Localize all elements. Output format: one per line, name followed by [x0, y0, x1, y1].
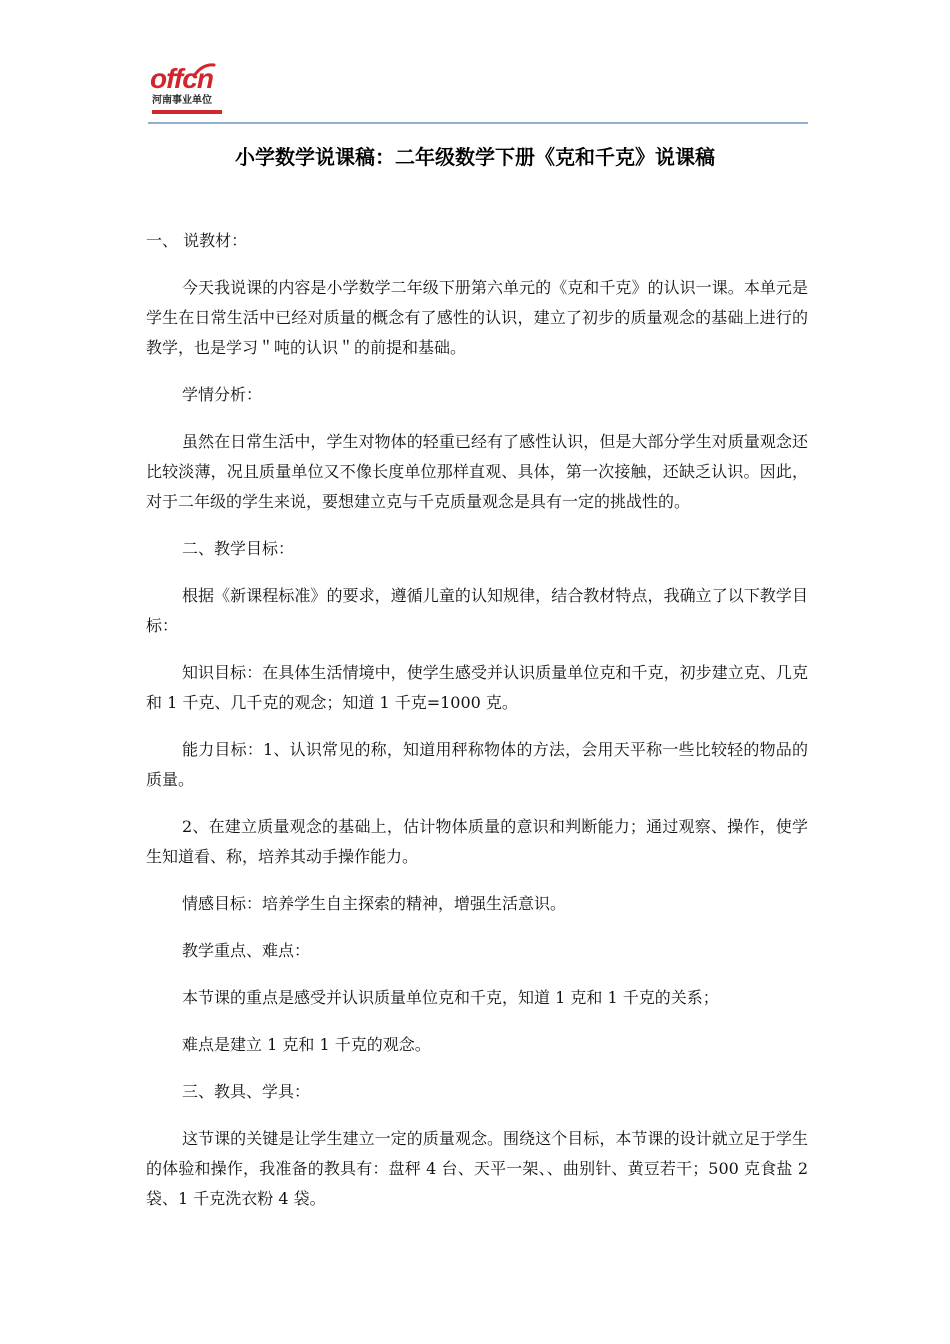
section-heading-teaching-aids: 三、教具、学具： — [182, 1082, 311, 1101]
paragraph-key-point: 本节课的重点是感受并认识质量单位克和千克，知道 1 克和 1 千克的关系； — [182, 988, 719, 1007]
paragraph-difficult-point: 难点是建立 1 克和 1 千克的观念。 — [182, 1035, 431, 1054]
page-header — [148, 62, 808, 126]
paragraph-textbook-intro: 今天我说课的内容是小学数学二年级下册第六单元的《克和千克》的认识一课。本单元是学生在日常生活中已经对质量的概念有了感性的认识，建立了初步的质量观念的基础上进行的教学，也是学习＂吨的认识＂的前提和基础。 — [146, 278, 808, 357]
logo-subtitle: 河南事业单位 — [152, 95, 212, 106]
section-heading-textbook: 一、 说教材： — [146, 231, 248, 250]
logo-brand-text: offcn — [150, 63, 213, 94]
paragraph-ability-goal-1: 能力目标：1、认识常见的称，知道用秤称物体的方法，会用天平称一些比较轻的物品的质量。 — [146, 740, 808, 789]
logo-swoosh-icon — [192, 62, 216, 78]
logo-strip — [152, 110, 222, 114]
paragraph-knowledge-goal: 知识目标：在具体生活情境中，使学生感受并认识质量单位克和千克，初步建立克、几克和 1 千克、几千克的观念；知道 1 千克=1000 克。 — [146, 663, 808, 712]
document-body — [146, 226, 808, 1231]
document-title: 小学数学说课稿：二年级数学下册《克和千克》说课稿 — [235, 145, 715, 169]
paragraph-goals-intro: 根据《新课程标准》的要求，遵循儿童的认知规律，结合教材特点，我确立了以下教学目标： — [146, 586, 808, 635]
section-heading-teaching-goals: 二、教学目标： — [182, 539, 295, 558]
paragraph-learning-analysis: 虽然在日常生活中，学生对物体的轻重已经有了感性认识，但是大部分学生对质量观念还比较淡薄，况且质量单位又不像长度单位那样直观、具体，第一次接触，还缺乏认识。因此，对于二年级的学生来说，要想建立克与千克质量观念是具有一定的挑战性的。 — [146, 432, 808, 511]
section-heading-learning-analysis: 学情分析： — [182, 385, 263, 404]
header-divider — [148, 122, 808, 124]
offcn-logo — [148, 62, 238, 120]
paragraph-ability-goal-2: 2、在建立质量观念的基础上，估计物体质量的意识和判断能力；通过观察、操作，使学生知道看、称，培养其动手操作能力。 — [146, 817, 808, 866]
paragraph-emotion-goal: 情感目标：培养学生自主探索的精神，增强生活意识。 — [182, 894, 567, 913]
section-heading-key-points: 教学重点、难点： — [182, 941, 311, 960]
paragraph-teaching-aids: 这节课的关键是让学生建立一定的质量观念。围绕这个目标，本节课的设计就立足于学生的体验和操作，我准备的教具有：盘秤 4 台、天平一架、、曲别针、黄豆若干；500 克食盐 2 袋、1 千克洗衣粉 4 袋。 — [146, 1129, 808, 1208]
